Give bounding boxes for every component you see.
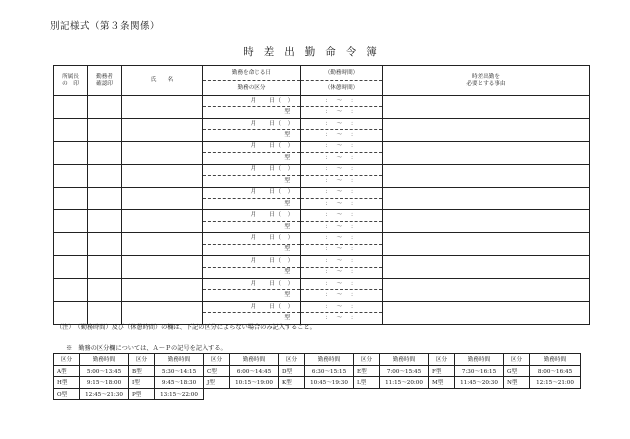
work-hours-cell[interactable]: ： ～ ： [301,279,383,290]
header-name: 氏 名 [122,66,203,96]
work-category-cell[interactable]: 型 [203,130,301,141]
register-row [54,301,590,312]
code-table-header-row [54,354,581,366]
reason-cell[interactable] [383,279,590,302]
category-code: I型 [129,377,155,389]
category-hours: 8:00～16:45 [530,365,581,377]
blank-cell [354,388,429,400]
category-hours: 11:15～20:00 [380,377,429,389]
header-office-chief-line2: の 印 [62,80,79,87]
blank-cell [204,388,279,400]
break-hours-cell[interactable]: ： ～ ： [301,107,383,118]
office-chief-seal-cell[interactable] [54,164,88,187]
category-hours: 12:45～21:30 [80,388,129,400]
code-row [54,377,581,389]
category-code: F型 [429,365,455,377]
document-title: 時差出勤命令簿 [243,46,387,58]
register-row [54,141,590,152]
register-body [54,66,590,325]
category-code: C型 [204,365,230,377]
work-category-cell[interactable]: 型 [203,313,301,324]
code-header-category: 区分 [354,354,380,366]
employee-name-cell[interactable] [122,118,203,141]
employee-seal-cell[interactable] [88,256,122,279]
office-chief-seal-cell[interactable] [54,96,88,119]
header-reason-line2: 必要とする事由 [466,80,506,87]
employee-seal-cell[interactable] [88,301,122,324]
code-header-category: 区分 [504,354,530,366]
header-work-category: 勤務の区分 [203,81,301,96]
employee-name-cell[interactable] [122,233,203,256]
work-category-cell[interactable]: 型 [203,107,301,118]
employee-name-cell[interactable] [122,301,203,324]
office-chief-seal-cell[interactable] [54,118,88,141]
break-hours-cell[interactable]: ： ～ ： [301,198,383,209]
code-header-category: 区分 [129,354,155,366]
work-hours-cell[interactable]: ： ～ ： [301,187,383,198]
office-chief-seal-cell[interactable] [54,301,88,324]
reason-cell[interactable] [383,96,590,119]
category-code: D型 [279,365,305,377]
employee-name-cell[interactable] [122,141,203,164]
employee-name-cell[interactable] [122,210,203,233]
category-hours: 5:30～14:15 [155,365,204,377]
employee-name-cell[interactable] [122,279,203,302]
code-row [54,365,581,377]
work-hours-cell[interactable]: ： ～ ： [301,210,383,221]
register-row [54,279,590,290]
work-hours-cell[interactable]: ： ～ ： [301,118,383,129]
break-hours-cell[interactable]: ： ～ ： [301,153,383,164]
code-header-hours: 勤務時間 [530,354,581,366]
employee-seal-cell[interactable] [88,164,122,187]
header-work-hours: （勤務時間） [301,66,383,81]
work-category-cell[interactable]: 型 [203,267,301,278]
form-header: 別記様式（第３条関係） [50,21,161,32]
assigned-date-cell[interactable]: 月 日（ ） [203,210,301,221]
break-hours-cell[interactable]: ： ～ ： [301,176,383,187]
category-code: H型 [54,377,80,389]
break-hours-cell[interactable]: ： ～ ： [301,313,383,324]
register-row [54,233,590,244]
office-chief-seal-cell[interactable] [54,256,88,279]
employee-name-cell[interactable] [122,187,203,210]
category-hours: 10:15～19:00 [230,377,279,389]
employee-name-cell[interactable] [122,256,203,279]
category-code: M型 [429,377,455,389]
office-chief-seal-cell[interactable] [54,210,88,233]
assigned-date-cell[interactable]: 月 日（ ） [203,141,301,152]
break-hours-cell[interactable]: ： ～ ： [301,244,383,255]
code-header-category: 区分 [204,354,230,366]
category-code: P型 [129,388,155,400]
code-header-hours: 勤務時間 [380,354,429,366]
category-hours: 12:15～21:00 [530,377,581,389]
employee-seal-cell[interactable] [88,210,122,233]
break-hours-cell[interactable]: ： ～ ： [301,130,383,141]
assigned-date-cell[interactable]: 月 日（ ） [203,301,301,312]
work-category-cell[interactable]: 型 [203,176,301,187]
work-category-code-table [53,353,581,400]
office-chief-seal-cell[interactable] [54,187,88,210]
work-hours-cell[interactable]: ： ～ ： [301,233,383,244]
assigned-date-cell[interactable]: 月 日（ ） [203,256,301,267]
reason-cell[interactable] [383,164,590,187]
assigned-date-cell[interactable]: 月 日（ ） [203,96,301,107]
reason-cell[interactable] [383,187,590,210]
work-category-cell[interactable]: 型 [203,244,301,255]
header-reason [383,66,590,96]
work-hours-cell[interactable]: ： ～ ： [301,141,383,152]
header-employee-line1: 勤務者 [96,73,113,80]
employee-seal-cell[interactable] [88,118,122,141]
register-row [54,187,590,198]
header-assigned-date: 勤務を命じる日 [203,66,301,81]
break-hours-cell[interactable]: ： ～ ： [301,221,383,232]
category-hours: 10:45～19:30 [305,377,354,389]
note-category-codes: ※ 勤務の区分欄については、Ａ～Ｐの記号を記入する。 [66,345,227,352]
category-code: A型 [54,365,80,377]
code-row [54,388,581,400]
category-code: K型 [279,377,305,389]
break-hours-cell[interactable]: ： ～ ： [301,267,383,278]
code-header-hours: 勤務時間 [230,354,279,366]
code-header-category: 区分 [54,354,80,366]
category-code: O型 [54,388,80,400]
employee-seal-cell[interactable] [88,187,122,210]
category-hours: 7:30～16:15 [455,365,504,377]
blank-cell [504,388,581,400]
reason-cell[interactable] [383,233,590,256]
work-hours-cell[interactable]: ： ～ ： [301,164,383,175]
work-hours-cell[interactable]: ： ～ ： [301,256,383,267]
register-row [54,210,590,221]
register-row [54,164,590,175]
assigned-date-cell[interactable]: 月 日（ ） [203,233,301,244]
employee-seal-cell[interactable] [88,141,122,164]
work-hours-cell[interactable]: ： ～ ： [301,96,383,107]
code-table-body [54,354,581,400]
category-hours: 9:45～18:30 [155,377,204,389]
office-chief-seal-cell[interactable] [54,141,88,164]
category-code: L型 [354,377,380,389]
employee-seal-cell[interactable] [88,279,122,302]
header-break-hours: （休憩時間） [301,81,383,96]
assigned-date-cell[interactable]: 月 日（ ） [203,187,301,198]
header-office-chief-line1: 所属長 [62,73,79,80]
reason-cell[interactable] [383,301,590,324]
reason-cell[interactable] [383,141,590,164]
register-row [54,256,590,267]
header-reason-line1: 時差出勤を [472,73,500,80]
office-chief-seal-cell[interactable] [54,233,88,256]
category-code: N型 [504,377,530,389]
code-header-hours: 勤務時間 [155,354,204,366]
code-header-hours: 勤務時間 [305,354,354,366]
reason-cell[interactable] [383,118,590,141]
assigned-date-cell[interactable]: 月 日（ ） [203,118,301,129]
reason-cell[interactable] [383,210,590,233]
header-employee-line2: 確認印 [96,80,113,87]
register-row [54,118,590,129]
code-header-category: 区分 [429,354,455,366]
assigned-date-cell[interactable]: 月 日（ ） [203,164,301,175]
header-employee-seal [88,66,122,96]
category-hours: 6:30～15:15 [305,365,354,377]
employee-name-cell[interactable] [122,164,203,187]
category-hours: 13:15～22:00 [155,388,204,400]
employee-name-cell[interactable] [122,96,203,119]
category-hours: 7:00～15:45 [380,365,429,377]
category-hours: 9:15～18:00 [80,377,129,389]
work-category-cell[interactable]: 型 [203,221,301,232]
blank-cell [279,388,354,400]
assigned-date-cell[interactable]: 月 日（ ） [203,279,301,290]
header-office-chief-seal [54,66,88,96]
work-category-cell[interactable]: 型 [203,153,301,164]
code-header-hours: 勤務時間 [455,354,504,366]
reason-cell[interactable] [383,256,590,279]
category-hours: 6:00～14:45 [230,365,279,377]
category-hours: 5:00～13:45 [80,365,129,377]
work-hours-cell[interactable]: ： ～ ： [301,301,383,312]
note-hours-columns: （注） （勤務時間）及び（休憩時間）の欄は、下記の区分によらない場合のみ記入すること。 [56,324,316,331]
break-hours-cell[interactable]: ： ～ ： [301,290,383,301]
category-code: G型 [504,365,530,377]
category-hours: 11:45～20:30 [455,377,504,389]
code-header-hours: 勤務時間 [80,354,129,366]
category-code: J型 [204,377,230,389]
shift-order-register-table [53,65,590,325]
register-row [54,96,590,107]
employee-seal-cell[interactable] [88,233,122,256]
code-header-category: 区分 [279,354,305,366]
work-category-cell[interactable]: 型 [203,290,301,301]
office-chief-seal-cell[interactable] [54,279,88,302]
category-code: E型 [354,365,380,377]
category-code: B型 [129,365,155,377]
employee-seal-cell[interactable] [88,96,122,119]
blank-cell [429,388,504,400]
work-category-cell[interactable]: 型 [203,198,301,209]
